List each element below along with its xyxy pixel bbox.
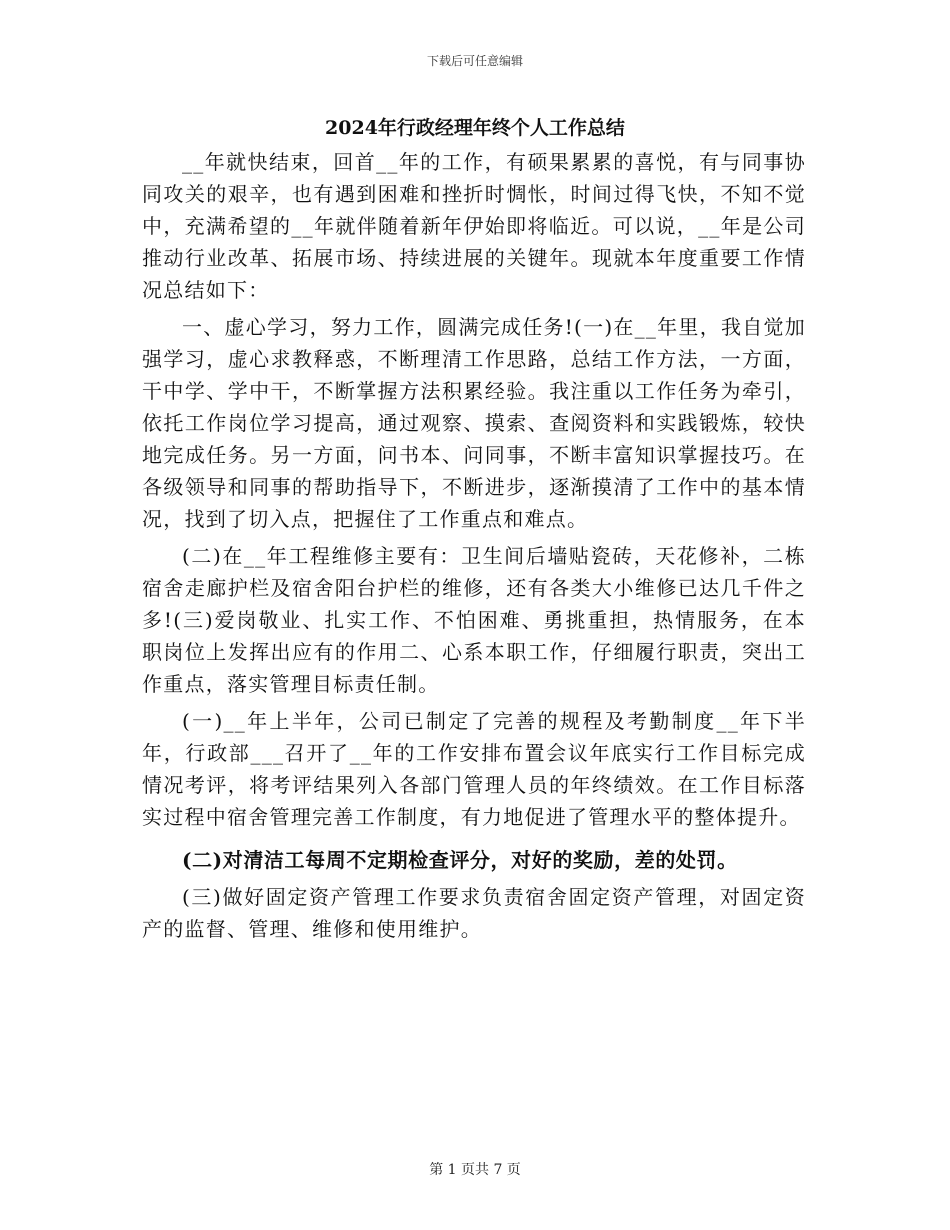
- paragraph-management-rules: (一)__年上半年，公司已制定了完善的规程及考勤制度__年下半年，行政部___召开了__年的工作安排布置会议年底实行工作目标完成情况考评，将考评结果列入各部门管理人员的年终绩效。在工作目标落实过程中宿舍管理完善工作制度，有力地促进了管理水平的整体提升。: [142, 709, 806, 829]
- paragraph-cleaning-inspection: (二)对清洁工每周不定期检查评分，对好的奖励，差的处罚。: [182, 848, 738, 872]
- page-number: 第 1 页共 7 页: [429, 1162, 521, 1178]
- paragraph-section-one: 一、虚心学习，努力工作，圆满完成任务!(一)在__年里，我自觉加强学习，虚心求教释惑，不断理清工作思路，总结工作方法，一方面，干中学、学中干，不断掌握方法积累经验。我注重以工作任务为牵引，依托工作岗位学习提高，通过观察、摸索、查阅资料和实践锻炼，较快地完成任务。另一方面，问书本、问同事，不断丰富知识掌握技巧。在各级领导和同事的帮助指导下，不断进步，逐渐摸清了工作中的基本情况，找到了切入点，把握住了工作重点和难点。: [142, 315, 806, 531]
- document-body: [142, 146, 806, 945]
- paragraph-maintenance: (二)在__年工程维修主要有：卫生间后墙贴瓷砖，天花修补，二栋宿舍走廊护栏及宿舍阳台护栏的维修，还有各类大小维修已达几千件之多!(三)爱岗敬业、扎实工作、不怕困难、勇挑重担，热情服务，在本职岗位上发挥出应有的作用二、心系本职工作，仔细履行职责，突出工作重点，落实管理目标责任制。: [142, 544, 806, 696]
- document-title: 2024年行政经理年终个人工作总结: [325, 117, 625, 139]
- download-edit-note: 下载后可任意编辑: [426, 54, 523, 68]
- paragraph-fixed-assets: (三)做好固定资产管理工作要求负责宿舍固定资产管理，对固定资产的监督、管理、维修和使用维护。: [142, 885, 806, 941]
- paragraph-intro: __年就快结束，回首__年的工作，有硕果累累的喜悦，有与同事协同攻关的艰辛，也有遇到困难和挫折时惆怅，时间过得飞快，不知不觉中，充满希望的__年就伴随着新年伊始即将临近。可以说，__年是公司推动行业改革、拓展市场、持续进展的关键年。现就本年度重要工作情况总结如下：: [142, 150, 806, 302]
